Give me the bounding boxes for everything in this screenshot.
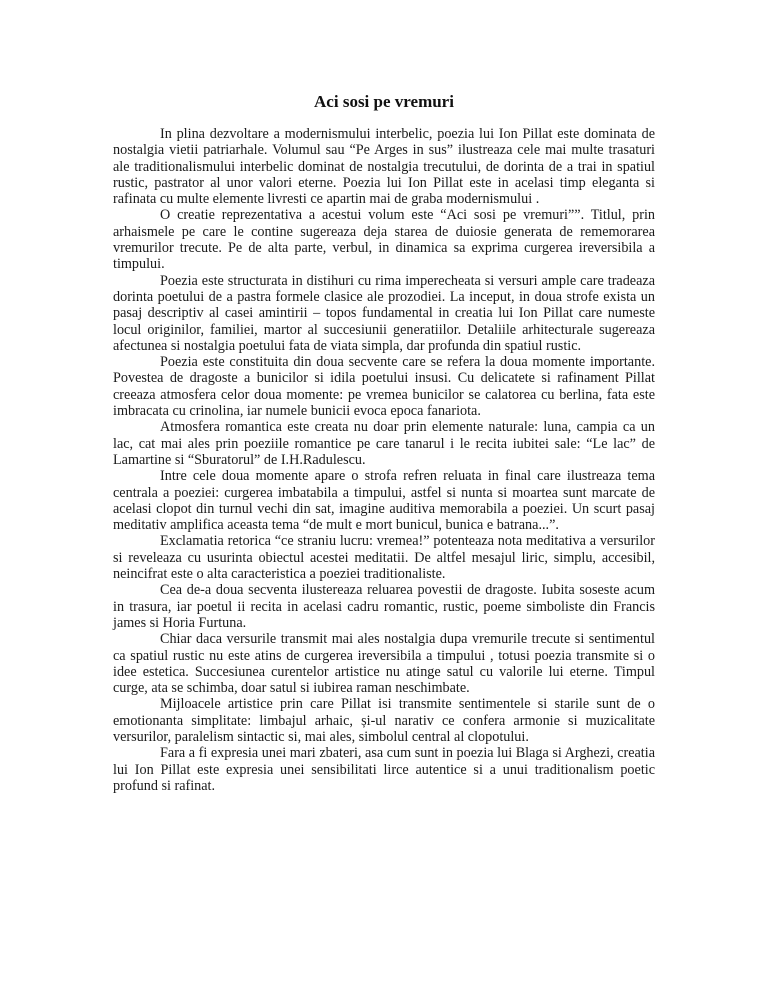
paragraph: Mijloacele artistice prin care Pillat isi transmite sentimentele si starile sunt de o emotionanta simplitate: limbajul arhaic, și-ul narativ ce confera armonie si muzicalitate versurilor, paralelism sintactic si, mai ales, simbolul central al clopotului. bbox=[113, 696, 655, 745]
paragraph: Atmosfera romantica este creata nu doar prin elemente naturale: luna, campia ca un lac, cat mai ales prin poeziile romantice pe care tanarul i le recita iubitei sale: “Le lac” de Lamartine si “Sburatorul” de I.H.Radulescu. bbox=[113, 419, 655, 468]
document-body bbox=[113, 126, 655, 794]
paragraph: Poezia este structurata in distihuri cu rima imperecheata si versuri ample care tradeaza dorinta poetului de a pastra formele clasice ale prozodiei. La inceput, in doua strofe exista un pasaj descriptiv al casei amintirii – topos fundamental in creatia lui Ion Pillat care numeste locul originilor, familiei, martor al succesiunii generatiilor. Detaliile arhitecturale sugereaza afectunea si nostalgia poetului fata de viata simpla, dar profunda din spatiul rustic. bbox=[113, 272, 655, 354]
paragraph: Poezia este constituita din doua secvente care se refera la doua momente importante. Povestea de dragoste a bunicilor si idila poetului insusi. Cu delicatete si rafinament Pillat creeaza atmosfera celor doua momente: pe vremea bunicilor se calatorea cu berlina, fata este imbracata cu crinolina, iar numele bunicii evoca epoca fanariota. bbox=[113, 354, 655, 420]
paragraph: In plina dezvoltare a modernismului interbelic, poezia lui Ion Pillat este dominata de nostalgia vietii patriarhale. Volumul sau “Pe Arges in sus” ilustreaza cele mai multe trasaturi ale traditionalismului interbelic dominat de nostalgia trecutului, de dorinta de a trai in spatiul rustic, pastrator al unor valori eterne. Poezia lui Ion Pillat este in acelasi timp eleganta si rafinata cu multe elemente livresti ce apartin mai de graba modernismului . bbox=[113, 126, 655, 208]
paragraph: Exclamatia retorica “ce straniu lucru: vremea!” potenteaza nota meditativa a versurilor si reveleaza cu usurinta obiectul acestei meditatii. De altfel mesajul liric, simplu, accesibil, neincifrat este o alta caracteristica a poeziei traditionaliste. bbox=[113, 533, 655, 583]
paragraph: Cea de-a doua secventa ilustereaza reluarea povestii de dragoste. Iubita soseste acum in trasura, iar poetul ii recita in acelasi cadru romantic, rustic, poeme simboliste din Francis james si Horia Furtuna. bbox=[113, 582, 655, 631]
document-title: Aci sosi pe vremuri bbox=[314, 92, 454, 111]
paragraph: O creatie reprezentativa a acestui volum este “Aci sosi pe vremuri””. Titlul, prin arhaismele pe care le contine sugereaza deja starea de duiosie generata de rememorarea vremurilor trecute. Pe de alta parte, verbul, in dinamica sa exprima curgerea ireversibila a timpului. bbox=[113, 207, 655, 273]
paragraph: Fara a fi expresia unei mari zbateri, asa cum sunt in poezia lui Blaga si Arghezi, creatia lui Ion Pillat este expresia unei sensibilitati lirce autentice si a unui traditionalism poetic profund si rafinat. bbox=[113, 745, 655, 794]
paragraph: Intre cele doua momente apare o strofa refren reluata in final care ilustreaza tema centrala a poeziei: curgerea imbatabila a timpului, astfel si nunta si moartea sunt marcate de acelasi clopot din turnul vechi din sat, imagine auditiva memorabila a poeziei. Un scurt pasaj meditativ amplifica aceasta tema “de mult e mort bunicul, bunica e batrana...”. bbox=[113, 468, 655, 534]
paragraph: Chiar daca versurile transmit mai ales nostalgia dupa vremurile trecute si sentimentul ca spatiul rustic nu este atins de curgerea ireversibila a timpului , totusi poezia transmite si o idee estetica. Succesiunea curentelor artistice nu atinge satul cu valorile lui eterne. Timpul curge, ata se schimba, doar satul si iubirea raman neschimbate. bbox=[113, 631, 655, 697]
